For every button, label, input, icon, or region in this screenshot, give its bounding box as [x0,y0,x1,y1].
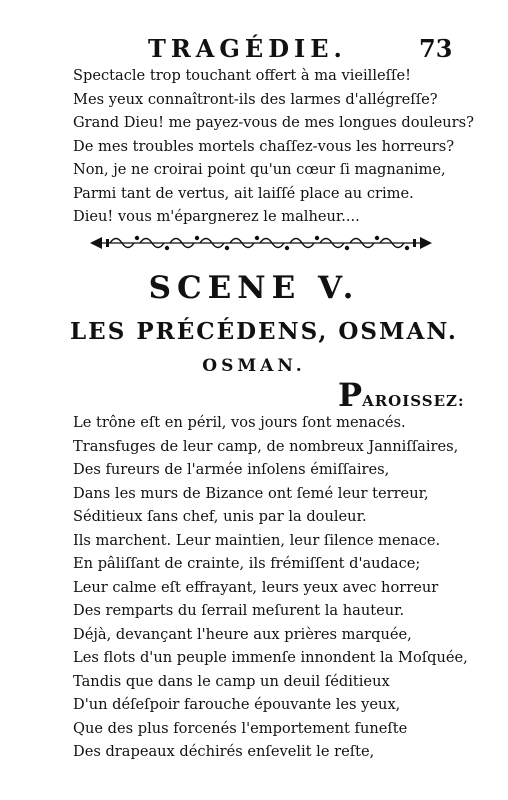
verse-line: Spectacle trop touchant offert à ma vieilleſſe! [73,67,411,84]
speech-first-word [338,376,465,414]
verse-line: Que des plus forcenés l'emportement funeſte [73,719,408,737]
verse-line: Dans les murs de Bizance ont ſemé leur terreur, [73,484,429,502]
verse-line: Tandis que dans le camp un deuil ſéditieux [73,672,390,690]
verse-line: Le trône eſt en péril, vos jours ſont menacés. [73,414,406,431]
verse-line: Des fureurs de l'armée inſolens émiſſaires, [73,461,390,478]
verse-line: Séditieux ſans chef, unis par la douleur. [73,508,367,525]
verse-line: Mes yeux connaîtront-ils des larmes d'allégreſſe? [73,90,438,108]
verse-line: D'un déſeſpoir farouche épouvante les yeux, [73,696,401,713]
verse-line: Des drapeaux déchirés enſevelit le reſte, [73,743,375,760]
verse-line: Des remparts du ſerrail meſurent la hauteur. [73,602,405,619]
drop-capital: P [338,376,363,414]
speech-verses [73,411,483,764]
verse-line: En pâliſſant de crainte, ils frémiſſent d'audace; [73,555,421,572]
verse-line: Transfuges de leur camp, de nombreux Janniſſaires, [73,437,459,455]
verse-line: Non, je ne croirai point qu'un cœur ſi magnanime, [73,161,446,178]
ornament-divider [88,232,434,254]
scene-title: SCENE V. [148,270,360,306]
scene-characters: LES PRÉCÉDENS, OSMAN. [70,318,458,345]
verse-line: Les flots d'un peuple immenſe innondent la Moſquée, [73,649,468,666]
speaker-name: OSMAN. [202,356,306,376]
verse-line: Parmi tant de vertus, ait laiſſé place au crime. [73,184,414,202]
first-word-small-caps: AROISSEZ: [362,392,465,410]
verse-line: Grand Dieu! me payez-vous de mes longues douleurs? [73,114,474,131]
verse-line: Ils marchent. Leur maintien, leur ſilence menace. [73,531,441,549]
verse-line: Déjà, devançant l'heure aux prières marquée, [73,625,412,643]
verse-line: Dieu! vous m'épargnerez le malheur.... [73,208,360,225]
running-head: TRAGÉDIE. [148,34,347,63]
verse-block-top [73,64,483,229]
verse-line: De mes troubles mortels chaſſez-vous les horreurs? [73,137,455,155]
verse-line: Leur calme eſt effrayant, leurs yeux avec horreur [73,578,439,596]
page-number: 73 [419,34,453,63]
